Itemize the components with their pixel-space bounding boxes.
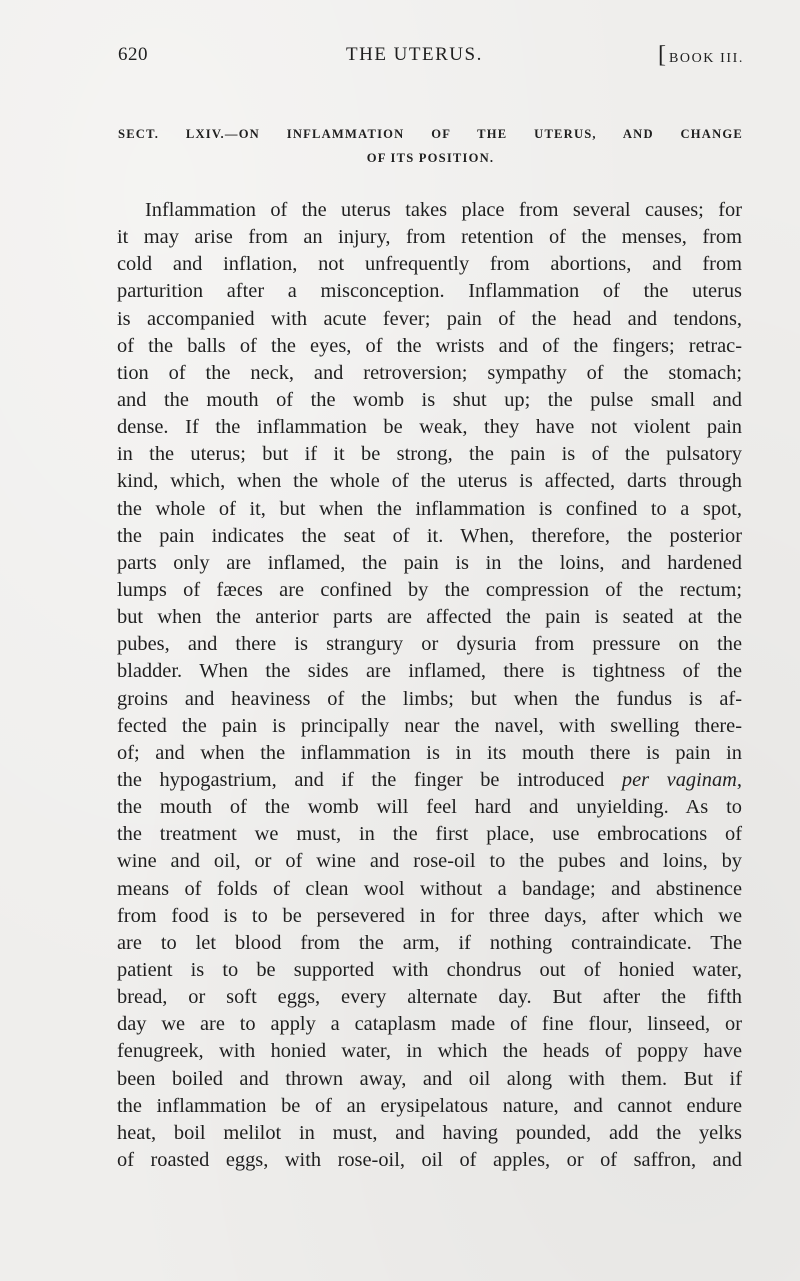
text-line: of the balls of the eyes, of the wrists and of the fingers; retrac-: [117, 334, 742, 357]
text-line: fenugreek, with honied water, in which the heads of poppy have: [117, 1040, 742, 1063]
text-line: the whole of it, but when the inflammation is confined to a spot,: [117, 497, 742, 520]
page-number: 620: [118, 44, 148, 65]
text-line: tion of the neck, and retroversion; sympathy of the stomach;: [117, 361, 742, 384]
text-line: been boiled and thrown away, and oil along with them. But if: [117, 1067, 742, 1090]
text-segment: the hypogastrium, and if the finger be introduced: [117, 768, 605, 791]
text-line: from food is to be persevered in for three days, after which we: [117, 904, 742, 927]
text-line: day we are to apply a cataplasm made of fine flour, linseed, or: [117, 1013, 742, 1036]
text-line: groins and heaviness of the limbs; but when the fundus is af-: [117, 687, 742, 710]
text-line: fected the pain is principally near the navel, with swelling there-: [117, 714, 742, 737]
section-heading-line-2: OF ITS POSITION.: [366, 151, 495, 165]
text-line: pubes, and there is strangury or dysuria from pressure on the: [117, 633, 742, 656]
section-heading: [118, 122, 743, 170]
text-line: but when the anterior parts are affected the pain is seated at the: [117, 606, 742, 629]
text-line: of; and when the inflammation is in its mouth there is pain in: [117, 741, 742, 764]
text-line: parts only are inflamed, the pain is in the loins, and hardened: [117, 551, 742, 574]
text-line: bread, or soft eggs, every alternate day. But after the fifth: [117, 986, 742, 1009]
text-line: cold and inflation, not unfrequently from abortions, and from: [117, 253, 742, 276]
book-bracket: [: [657, 42, 667, 68]
text-line: it may arise from an injury, from retention of the menses, from: [117, 226, 742, 249]
running-head: [118, 40, 744, 72]
section-heading-line-1: SECT. LXIV.—ON INFLAMMATION OF THE UTERUS, AND CHANGE: [118, 127, 743, 141]
text-line: the inflammation be of an erysipelatous nature, and cannot endure: [117, 1094, 742, 1117]
text-line-with-italic: [117, 767, 742, 794]
text-line: lumps of fæces are confined by the compression of the rectum;: [117, 578, 742, 601]
text-line: parturition after a misconception. Inflammation of the uterus: [117, 280, 742, 303]
text-line: of roasted eggs, with rose-oil, oil of apples, or of saffron, and: [117, 1148, 742, 1171]
text-line: dense. If the inflammation be weak, they have not violent pain: [117, 416, 742, 439]
text-line: heat, boil melilot in must, and having pounded, add the yelks: [117, 1121, 742, 1144]
text-line: means of folds of clean wool without a bandage; and abstinence: [117, 877, 742, 900]
text-line: the treatment we must, in the first place, use embrocations of: [117, 823, 742, 846]
book-label: [658, 42, 744, 69]
text-line: and the mouth of the womb is shut up; the pulse small and: [117, 388, 742, 411]
text-line: Inflammation of the uterus takes place from several causes; for: [145, 199, 742, 221]
body-text: [117, 197, 742, 1174]
text-line: wine and oil, or of wine and rose-oil to the pubes and loins, by: [117, 850, 742, 873]
italic-phrase: per vaginam,: [621, 768, 742, 791]
text-line: the mouth of the womb will feel hard and unyielding. As to: [117, 796, 742, 819]
text-line: the pain indicates the seat of it. When, therefore, the posterior: [117, 524, 742, 547]
text-line: are to let blood from the arm, if nothing contraindicate. The: [117, 931, 742, 954]
book-number: BOOK III.: [668, 51, 744, 66]
text-line: patient is to be supported with chondrus out of honied water,: [117, 958, 742, 981]
text-line: in the uterus; but if it be strong, the pain is of the pulsatory: [117, 443, 742, 466]
text-line: bladder. When the sides are inflamed, there is tightness of the: [117, 660, 742, 683]
text-line: is accompanied with acute fever; pain of the head and tendons,: [117, 307, 742, 330]
text-line: kind, which, when the whole of the uterus is affected, darts through: [117, 470, 742, 493]
running-title: THE UTERUS.: [346, 44, 483, 65]
